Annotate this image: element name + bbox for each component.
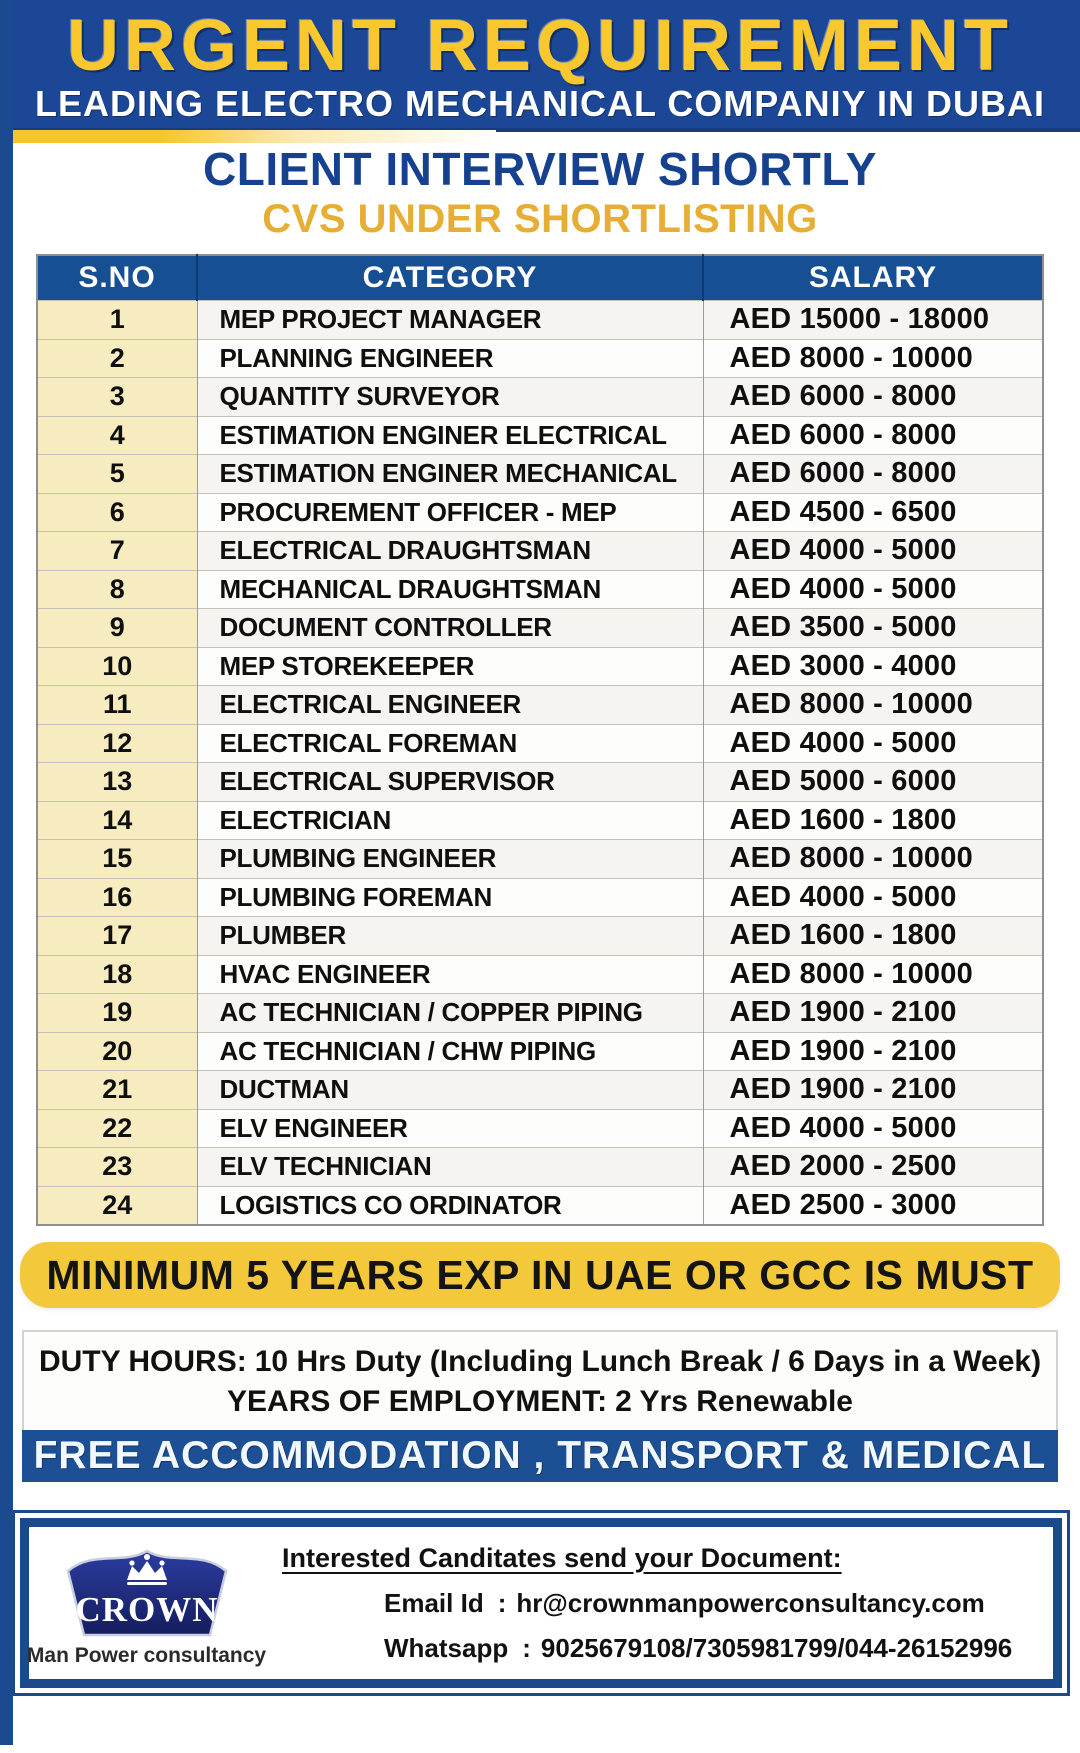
terms-box [22, 1330, 1058, 1430]
cell-sno: 13 [37, 763, 197, 802]
crown-logo [26, 1538, 267, 1668]
table-row [37, 339, 1043, 378]
table-row [37, 1186, 1043, 1225]
header-banner [0, 0, 1080, 132]
cell-salary: AED 1600 - 1800 [703, 801, 1043, 840]
cell-salary: AED 8000 - 10000 [703, 339, 1043, 378]
table-row [37, 917, 1043, 956]
table-row [37, 647, 1043, 686]
cell-category: ELV ENGINEER [197, 1109, 703, 1148]
whatsapp-separator: : [522, 1632, 531, 1663]
contact-frame [12, 1510, 1070, 1696]
header-cell-salary: SALARY [703, 255, 1043, 301]
table-row [37, 570, 1043, 609]
cell-salary: AED 4000 - 5000 [703, 724, 1043, 763]
cell-salary: AED 6000 - 8000 [703, 455, 1043, 494]
cell-sno: 3 [37, 378, 197, 417]
left-border-strip [0, 0, 13, 1745]
cell-category: DUCTMAN [197, 1071, 703, 1110]
cell-salary: AED 6000 - 8000 [703, 416, 1043, 455]
table-row [37, 609, 1043, 648]
cell-salary: AED 6000 - 8000 [703, 378, 1043, 417]
cell-salary: AED 4000 - 5000 [703, 532, 1043, 571]
table-row [37, 493, 1043, 532]
cell-category: PLANNING ENGINEER [197, 339, 703, 378]
cell-salary: AED 8000 - 10000 [703, 686, 1043, 725]
whatsapp-value: 9025679108/7305981799/044-26152996 [540, 1632, 1013, 1663]
contact-heading: Interested Canditates send your Document: [282, 1542, 842, 1573]
cell-sno: 21 [37, 1071, 197, 1110]
job-table-body [37, 301, 1043, 1226]
logo-wordmark: CROWN [74, 1590, 219, 1629]
cell-category: MEP PROJECT MANAGER [197, 301, 703, 340]
whatsapp-line [384, 1633, 1043, 1664]
logo-tagline: Man Power consultancy [26, 1644, 267, 1667]
cell-category: ELECTRICAL DRAUGHTSMAN [197, 532, 703, 571]
cell-category: AC TECHNICIAN / CHW PIPING [197, 1032, 703, 1071]
employment-line [24, 1382, 1056, 1422]
cell-category: PLUMBING FOREMAN [197, 878, 703, 917]
table-row [37, 532, 1043, 571]
cell-salary: AED 1900 - 2100 [703, 1032, 1043, 1071]
email-label: Email Id [384, 1587, 484, 1618]
cell-salary: AED 2000 - 2500 [703, 1148, 1043, 1187]
experience-banner: MINIMUM 5 YEARS EXP IN UAE OR GCC IS MUST [20, 1242, 1060, 1308]
announcement-block [0, 132, 1080, 242]
table-row [37, 1109, 1043, 1148]
table-row [37, 724, 1043, 763]
table-row [37, 763, 1043, 802]
cell-salary: AED 5000 - 6000 [703, 763, 1043, 802]
email-separator: : [497, 1587, 507, 1618]
cell-sno: 11 [37, 686, 197, 725]
benefits-banner: FREE ACCOMMODATION , TRANSPORT & MEDICAL [22, 1430, 1058, 1482]
cell-category: MEP STOREKEEPER [197, 647, 703, 686]
cell-category: HVAC ENGINEER [197, 955, 703, 994]
header-cell-sno: S.NO [37, 255, 197, 301]
cell-category: AC TECHNICIAN / COPPER PIPING [197, 994, 703, 1033]
company-subtitle: LEADING ELECTRO MECHANICAL COMPANIY IN DUBAI [34, 83, 1046, 124]
contact-info [254, 1543, 1043, 1664]
duty-hours-label: DUTY HOURS: [38, 1345, 247, 1378]
cell-category: MECHANICAL DRAUGHTSMAN [197, 570, 703, 609]
table-row [37, 416, 1043, 455]
table-row [37, 1148, 1043, 1187]
cell-sno: 23 [37, 1148, 197, 1187]
cell-sno: 4 [37, 416, 197, 455]
jobs-table [36, 254, 1044, 1226]
cell-sno: 18 [37, 955, 197, 994]
cell-salary: AED 15000 - 18000 [703, 301, 1043, 340]
table-row [37, 1071, 1043, 1110]
duty-hours-text: 10 Hrs Duty (Including Lunch Break / 6 Days in a Week) [254, 1345, 1042, 1378]
cell-salary: AED 4000 - 5000 [703, 1109, 1043, 1148]
cell-salary: AED 3500 - 5000 [703, 609, 1043, 648]
cell-category: ESTIMATION ENGINER ELECTRICAL [197, 416, 703, 455]
table-row [37, 1032, 1043, 1071]
cell-category: ELECTRICAL SUPERVISOR [197, 763, 703, 802]
page-title: URGENT REQUIREMENT [66, 6, 1014, 86]
crown-logo-emblem [61, 1538, 233, 1642]
cell-sno: 7 [37, 532, 197, 571]
table-row [37, 301, 1043, 340]
email-line [384, 1588, 1043, 1619]
cell-sno: 8 [37, 570, 197, 609]
contact-card [20, 1518, 1062, 1688]
cell-sno: 6 [37, 493, 197, 532]
cell-salary: AED 8000 - 10000 [703, 955, 1043, 994]
table-row [37, 840, 1043, 879]
table-row [37, 686, 1043, 725]
cell-sno: 1 [37, 301, 197, 340]
cell-category: ELECTRICAL FOREMAN [197, 724, 703, 763]
table-row [37, 878, 1043, 917]
cell-category: QUANTITY SURVEYOR [197, 378, 703, 417]
cell-category: ELECTRICAL ENGINEER [197, 686, 703, 725]
cell-category: DOCUMENT CONTROLLER [197, 609, 703, 648]
cell-sno: 15 [37, 840, 197, 879]
interview-heading: CLIENT INTERVIEW SHORTLY [203, 143, 877, 195]
terms-section [22, 1330, 1058, 1482]
table-row [37, 378, 1043, 417]
cell-category: ESTIMATION ENGINER MECHANICAL [197, 455, 703, 494]
cell-sno: 19 [37, 994, 197, 1033]
cell-salary: AED 4000 - 5000 [703, 570, 1043, 609]
cell-category: ELV TECHNICIAN [197, 1148, 703, 1187]
cell-category: PLUMBING ENGINEER [197, 840, 703, 879]
shortlisting-subheading: CVS UNDER SHORTLISTING [262, 197, 818, 241]
table-row [37, 994, 1043, 1033]
table-row [37, 455, 1043, 494]
cell-salary: AED 2500 - 3000 [703, 1186, 1043, 1225]
cell-sno: 22 [37, 1109, 197, 1148]
cell-sno: 2 [37, 339, 197, 378]
table-header-row [37, 255, 1043, 301]
employment-label: YEARS OF EMPLOYMENT: [227, 1385, 608, 1418]
cell-sno: 20 [37, 1032, 197, 1071]
yellow-highlight-streak [6, 130, 496, 143]
cell-sno: 12 [37, 724, 197, 763]
cell-salary: AED 1900 - 2100 [703, 1071, 1043, 1110]
cell-sno: 17 [37, 917, 197, 956]
cell-salary: AED 1600 - 1800 [703, 917, 1043, 956]
cell-category: LOGISTICS CO ORDINATOR [197, 1186, 703, 1225]
cell-sno: 9 [37, 609, 197, 648]
cell-salary: AED 4500 - 6500 [703, 493, 1043, 532]
cell-category: ELECTRICIAN [197, 801, 703, 840]
cell-sno: 24 [37, 1186, 197, 1225]
cell-category: PLUMBER [197, 917, 703, 956]
email-value: hr@crownmanpowerconsultancy.com [516, 1587, 985, 1618]
cell-salary: AED 3000 - 4000 [703, 647, 1043, 686]
header-cell-category: CATEGORY [197, 255, 703, 301]
table-row [37, 955, 1043, 994]
cell-sno: 16 [37, 878, 197, 917]
cell-sno: 5 [37, 455, 197, 494]
cell-salary: AED 1900 - 2100 [703, 994, 1043, 1033]
whatsapp-label: Whatsapp [384, 1632, 509, 1663]
cell-sno: 14 [37, 801, 197, 840]
duty-hours-line [24, 1342, 1056, 1382]
employment-text: 2 Yrs Renewable [615, 1385, 853, 1418]
table-row [37, 801, 1043, 840]
cell-salary: AED 4000 - 5000 [703, 878, 1043, 917]
cell-sno: 10 [37, 647, 197, 686]
cell-salary: AED 8000 - 10000 [703, 840, 1043, 879]
cell-category: PROCUREMENT OFFICER - MEP [197, 493, 703, 532]
